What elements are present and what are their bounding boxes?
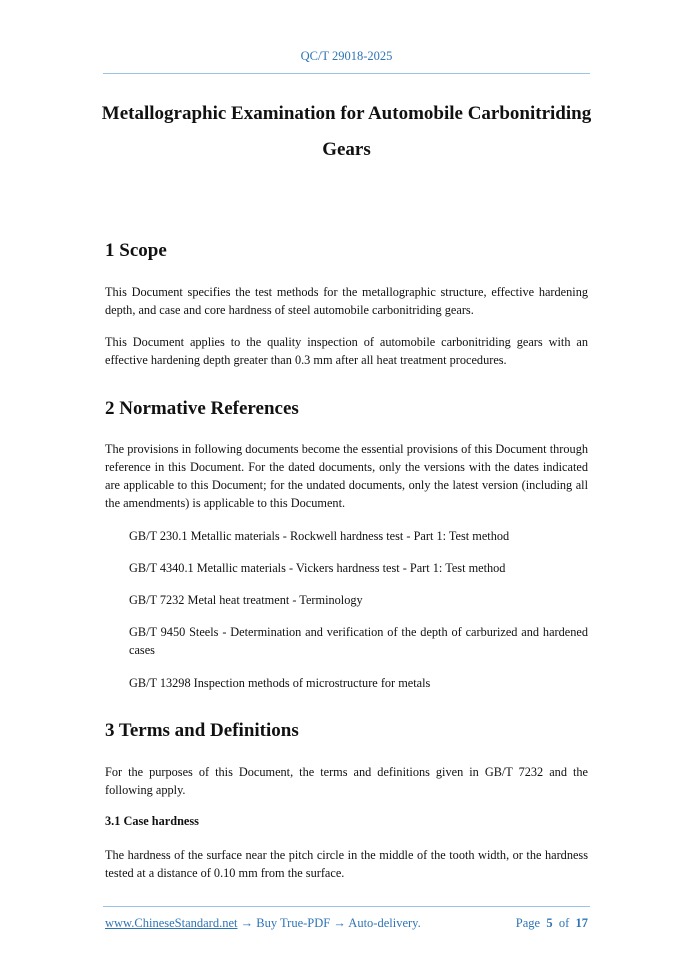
footer-promo — [105, 916, 421, 931]
paragraph: The hardness of the surface near the pitch circle in the middle of the tooth width, or the hardness tested at a distance of 0.10 mm from the surface. — [105, 848, 588, 880]
header-rule — [103, 73, 590, 74]
section-heading-scope: 1 Scope — [105, 240, 167, 261]
page-label: Page — [515, 916, 541, 930]
reference-item: GB/T 13298 Inspection methods of microstructure for metals — [129, 676, 431, 690]
of-label: of — [558, 916, 570, 930]
page-indicator — [516, 916, 588, 931]
section-heading-terms-definitions: 3 Terms and Definitions — [105, 720, 299, 741]
reference-item: GB/T 4340.1 Metallic materials - Vickers hardness test - Part 1: Test method — [129, 561, 506, 575]
subsection-heading: 3.1 Case hardness — [105, 814, 199, 828]
reference-item: GB/T 230.1 Metallic materials - Rockwell hardness test - Part 1: Test method — [129, 529, 510, 543]
footer — [105, 916, 588, 931]
footer-rule — [103, 906, 590, 907]
reference-item: GB/T 9450 Steels - Determination and verification of the depth of carburized and hardened cases — [129, 625, 588, 657]
footer-promo-text: → Buy True-PDF → Auto-delivery. — [237, 916, 421, 930]
section-heading-normative-references: 2 Normative References — [105, 398, 299, 419]
page-total: 17 — [575, 916, 588, 930]
header-doc-code: QC/T 29018-2025 — [300, 49, 393, 63]
paragraph: The provisions in following documents become the essential provisions of this Document through reference in this Document. For the dated documents, only the versions with the dates indicated are applicable to this Document; for the undated documents, only the latest version (including all the amendments) is applicable to this Document. — [105, 442, 588, 510]
reference-item: GB/T 7232 Metal heat treatment - Terminology — [129, 593, 363, 607]
page-current: 5 — [546, 916, 553, 930]
paragraph: For the purposes of this Document, the terms and definitions given in GB/T 7232 and the following apply. — [105, 765, 588, 797]
footer-link[interactable]: www.ChineseStandard.net — [105, 916, 238, 930]
paragraph: This Document applies to the quality inspection of automobile carbonitriding gears with an effective hardening depth greater than 0.3 mm after all heat treatment procedures. — [105, 335, 588, 367]
paragraph: This Document specifies the test methods for the metallographic structure, effective hardening depth, and case and core hardness of steel automobile carbonitriding gears. — [105, 285, 588, 317]
document-title: Metallographic Examination for Automobile Carbonitriding Gears — [101, 103, 592, 160]
